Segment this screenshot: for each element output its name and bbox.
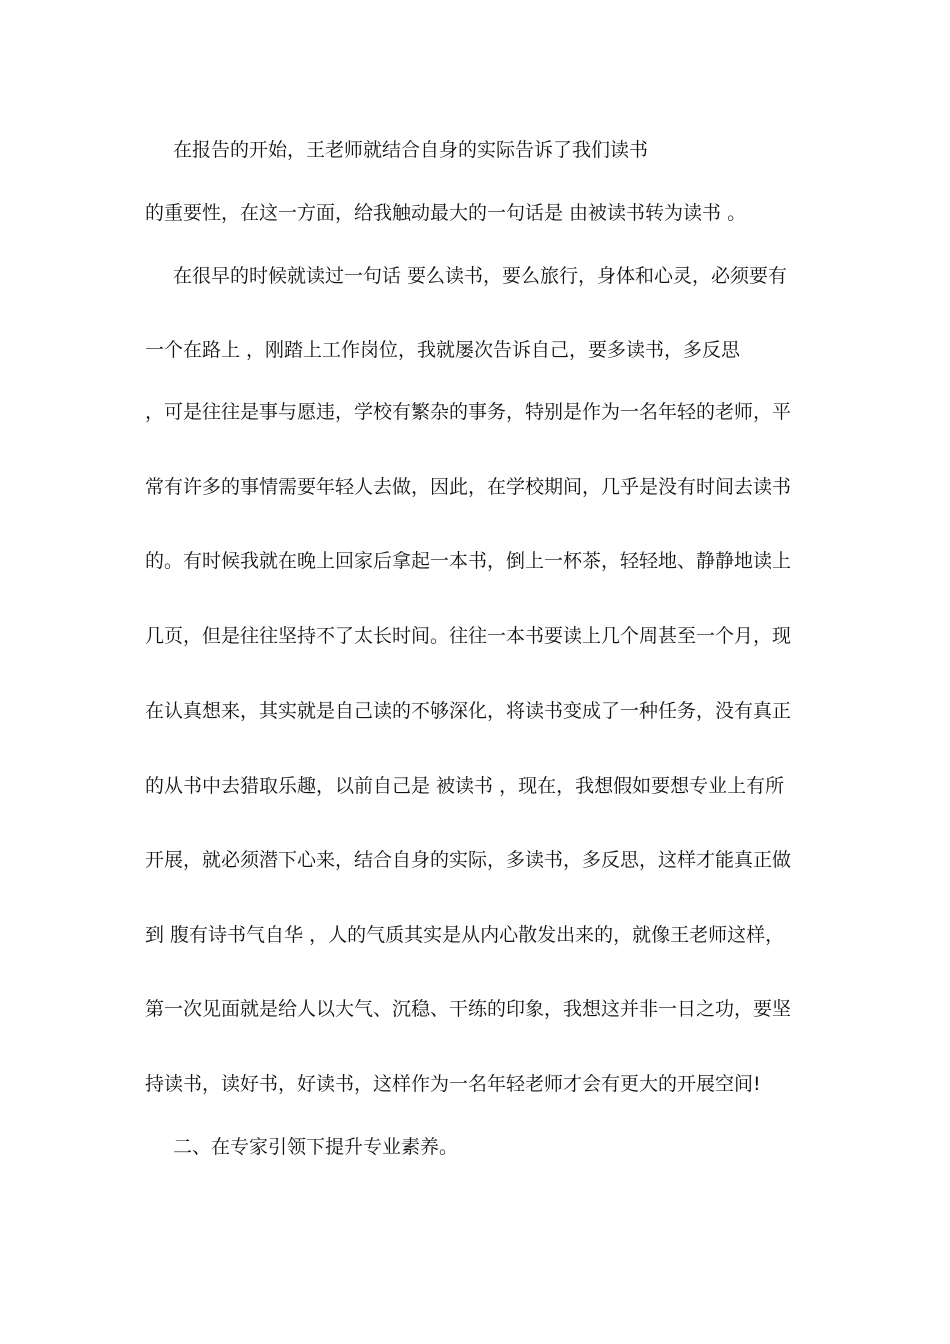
- paragraph-line: 持读书，读好书，好读书，这样作为一名年轻老师才会有更大的开展空间!: [145, 1073, 761, 1095]
- section-heading: 二、在专家引领下提升专业素养。: [173, 1136, 459, 1158]
- paragraph-line: 开展，就必须潜下心来，结合自身的实际，多读书，多反思，这样才能真正做: [145, 849, 792, 871]
- paragraph-line: ，可是往往是事与愿违，学校有繁杂的事务，特别是作为一名年轻的老师，平: [145, 401, 792, 423]
- paragraph-line: 的从书中去猎取乐趣，以前自己是 被读书 ，现在，我想假如要想专业上有所: [145, 775, 785, 797]
- paragraph-line: 在很早的时候就读过一句话 要么读书，要么旅行，身体和心灵，必须要有: [173, 265, 788, 287]
- paragraph-line: 常有许多的事情需要年轻人去做，因此，在学校期间，几乎是没有时间去读书: [145, 476, 792, 498]
- paragraph-line: 在认真想来，其实就是自己读的不够深化，将读书变成了一种任务，没有真正: [145, 700, 792, 722]
- paragraph-line: 第一次见面就是给人以大气、沉稳、干练的印象，我想这并非一日之功，要坚: [145, 998, 792, 1020]
- paragraph-line: 一个在路上 ，刚踏上工作岗位，我就屡次告诉自己，要多读书，多反思: [145, 339, 741, 361]
- paragraph-line: 到 腹有诗书气自华 ，人的气质其实是从内心散发出来的，就像王老师这样，: [145, 924, 785, 946]
- paragraph-line: 的重要性，在这一方面，给我触动最大的一句话是 由被读书转为读书 。: [145, 202, 747, 224]
- paragraph-line: 的。有时候我就在晚上回家后拿起一本书，倒上一杯茶，轻轻地、静静地读上: [145, 550, 792, 572]
- paragraph-line: 在报告的开始，王老师就结合自身的实际告诉了我们读书: [173, 139, 649, 161]
- paragraph-line: 几页，但是往往坚持不了太长时间。往往一本书要读上几个周甚至一个月，现: [145, 625, 792, 647]
